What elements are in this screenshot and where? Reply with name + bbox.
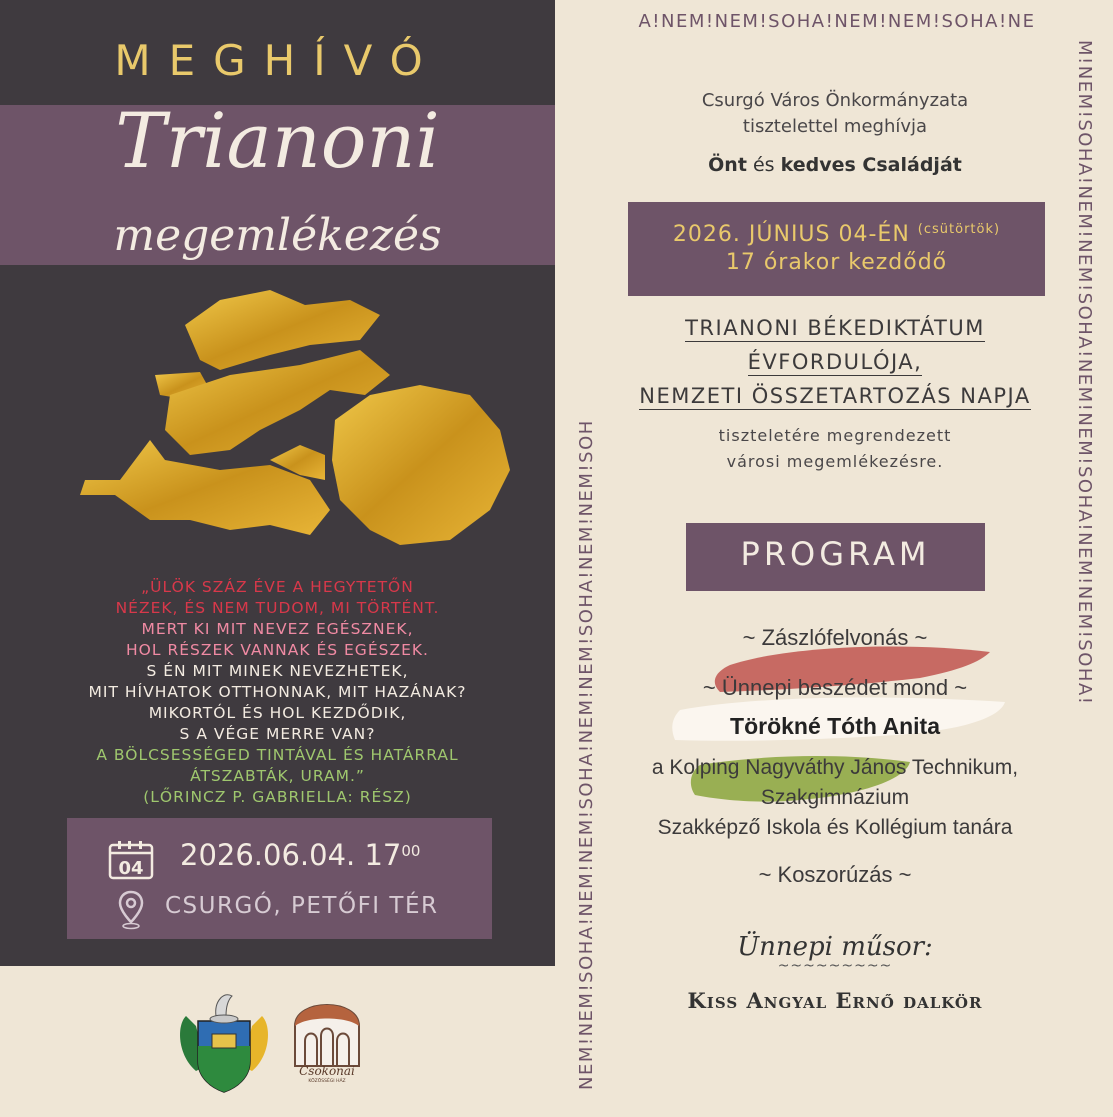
event-date-long: 2026. JÚNIUS 04-ÉN [672,222,910,247]
event-date-minutes: 00 [401,842,421,860]
program-item-speech: ~ Ünnepi beszédet mond ~ [702,675,968,700]
speaker-affiliation-2: Szakgimnázium [760,786,910,809]
border-top-text: A!NEM!NEM!SOHA!NEM!NEM!SOHA!NE [638,11,1036,32]
calendar-icon [108,840,154,880]
performance-squiggle: ~~~~~~~~~ [777,958,893,974]
program-item-flag-raising: ~ Zászlófelvonás ~ [742,625,928,650]
border-left-text: NEM!NEM!SOHA!NEM!NEM!SOHA!NEM!NEM!SOHA!NEM!NEM!SOH [576,419,597,1090]
logo-subtext: KÖZÖSSÉGI HÁZ [308,1079,346,1084]
border-right-text: M!NEM!SOHA!NEM!NEM!SOHA!NEM!NEM!SOHA!NEM!NEM!SOHA! [1074,40,1095,706]
logo-text: Csokonai [299,1064,355,1078]
calendar-day: 04 [118,858,144,879]
poem-line: ÁTSZABTÁK, URAM.” [190,767,365,785]
occasion-heading-1-text: TRIANONI BÉKEDIKTÁTUM [685,316,985,340]
program-item-wreath: ~ Koszorúzás ~ [758,862,912,887]
occasion-heading-3-text: NEMZETI ÖSSZETARTOZÁS NAPJA [639,384,1031,408]
event-time-line: 17 órakor kezdődő [725,250,948,275]
event-date-line-1 [628,222,1045,247]
invitation-heading: MEGHÍVÓ [114,36,441,85]
occasion-heading-3 [600,384,1070,408]
event-date-main: 2026.06.04. 17 [180,838,402,872]
occasion-heading-2-text: ÉVFORDULÓJA, [747,350,923,374]
hungarian-flag-brushstroke-icon [660,640,1020,840]
location-pin-icon [118,890,144,930]
event-weekday: (csütörtök) [917,222,1001,237]
poem-line: NÉZEK, ÉS NEM TUDOM, MI TÖRTÉNT. [115,599,440,617]
invitee-you: Önt [708,154,747,176]
tribute-line-1: tiszteletére megrendezett [718,426,952,445]
performance-label: Ünnepi műsor: [737,932,933,962]
poem-line: S A VÉGE MERRE VAN? [179,725,376,743]
title-line-1: Trianoni [115,96,440,185]
organizer-line-1: Csurgó Város Önkormányzata [701,90,969,111]
poem-attribution: (LŐRINCZ P. GABRIELLA: RÉSZ) [143,788,412,806]
csokonai-community-house-logo [287,986,367,1084]
program-heading: PROGRAM [740,535,931,573]
csurgo-coat-of-arms-icon [176,986,272,1096]
invitee-family: kedves Családját [780,154,962,176]
organizer-line-2: tisztelettel meghívja [742,116,928,137]
poem [30,577,525,808]
occasion-heading-2 [600,350,1070,374]
poem-line: MERT KI MIT NEVEZ EGÉSZNEK, [141,620,414,638]
choir-name: Kiss Angyal Ernő dalkör [687,988,983,1013]
speaker-name: Törökné Tóth Anita [730,713,940,739]
speaker-affiliation-1: a Kolping Nagyváthy János Technikum, [651,756,1019,779]
event-place: CSURGÓ, PETŐFI TÉR [165,893,439,919]
title-line-2: megemlékezés [113,210,442,261]
gold-hungary-map-icon [70,280,530,570]
invitee-line [600,154,1070,176]
poem-line: „ÜLÖK SZÁZ ÉVE A HEGYTETŐN [141,578,414,596]
poem-line: HOL RÉSZEK VANNAK ÉS EGÉSZEK. [126,641,429,659]
poem-line: S ÉN MIT MINEK NEVEZHETEK, [146,662,409,680]
tribute-line-2: városi megemlékezésre. [726,452,944,471]
date-band [628,202,1045,296]
invitee-and: és [752,154,775,176]
poem-line: MIT HÍVHATOK OTTHONNAK, MIT HAZÁNAK? [88,683,467,701]
speaker-affiliation-3: Szakképző Iskola és Kollégium tanára [657,816,1013,839]
poem-line: MIKORTÓL ÉS HOL KEZDŐDIK, [148,704,407,722]
event-date [180,838,420,872]
occasion-heading-1 [600,316,1070,340]
poem-line: A BÖLCSESSÉGED TINTÁVAL ÉS HATÁRRAL [96,746,459,764]
